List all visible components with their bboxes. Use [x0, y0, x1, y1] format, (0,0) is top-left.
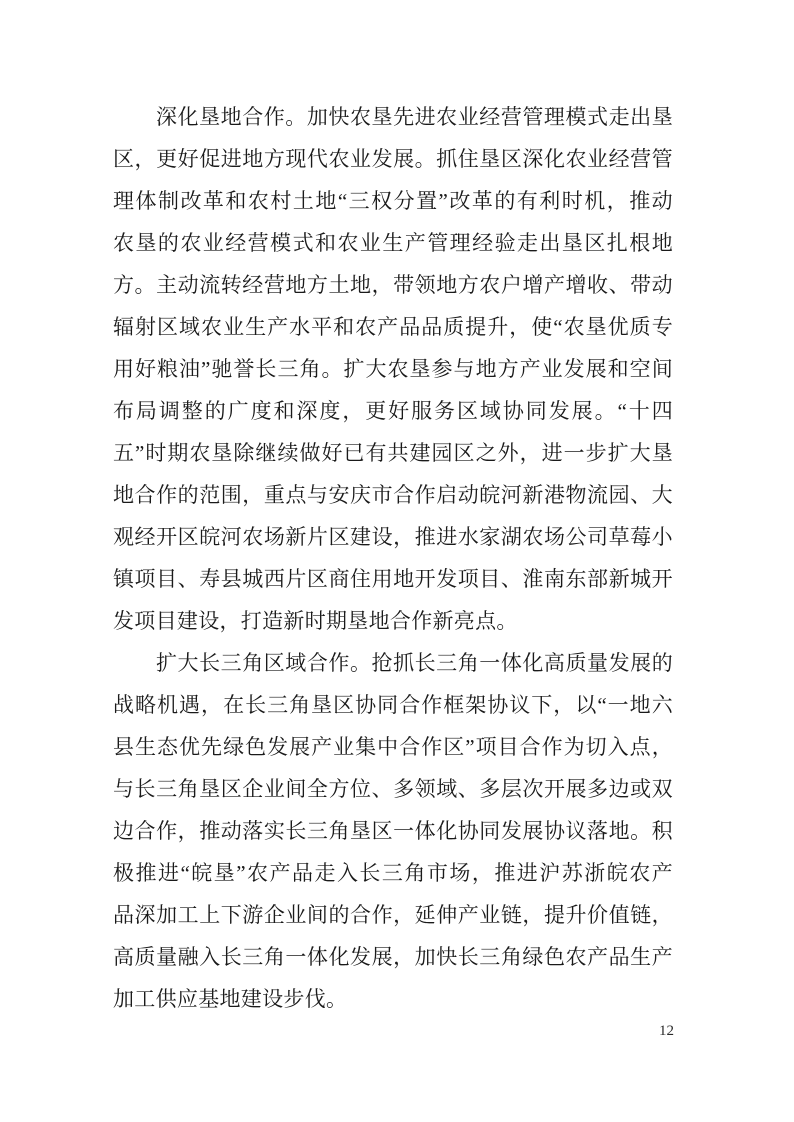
text-line-p1-13: 发项目建设，打造新时期垦地合作新亮点。: [113, 609, 518, 633]
text-line-p1-6: 辐射区域农业生产水平和农产品品质提升，使“农垦优质专: [113, 315, 673, 339]
text-line-p1-9: 五”时期农垦除继续做好已有共建园区之外，进一步扩大垦: [113, 441, 673, 465]
text-line-p2-1: 扩大长三角区域合作。抢抓长三角一体化高质量发展的: [156, 651, 673, 675]
text-line-p2-5: 边合作，推动落实长三角垦区一体化协同发展协议落地。积: [113, 819, 673, 843]
document-body: [113, 96, 673, 1020]
text-line-p1-5: 方。主动流转经营地方土地，带领地方农户增产增收、带动: [113, 273, 673, 297]
text-line-p2-8: 高质量融入长三角一体化发展，加快长三角绿色农产品生产: [113, 945, 673, 969]
text-line-p1-7: 用好粮油”驰誉长三角。扩大农垦参与地方产业发展和空间: [113, 357, 673, 381]
text-line-p1-1: 深化垦地合作。加快农垦先进农业经营管理模式走出垦: [156, 105, 673, 129]
text-line-p2-3: 县生态优先绿色发展产业集中合作区”项目合作为切入点，: [113, 735, 673, 759]
text-line-p1-10: 地合作的范围，重点与安庆市合作启动皖河新港物流园、大: [113, 483, 673, 507]
text-line-p2-6: 极推进“皖垦”农产品走入长三角市场，推进沪苏浙皖农产: [113, 861, 673, 885]
text-line-p2-4: 与长三角垦区企业间全方位、多领域、多层次开展多边或双: [113, 777, 673, 801]
text-line-p1-2: 区，更好促进地方现代农业发展。抓住垦区深化农业经营管: [113, 147, 673, 171]
text-line-p1-12: 镇项目、寿县城西片区商住用地开发项目、淮南东部新城开: [113, 567, 673, 591]
text-line-p1-3: 理体制改革和农村土地“三权分置”改革的有利时机，推动: [113, 189, 673, 213]
text-line-p1-8: 布局调整的广度和深度，更好服务区域协同发展。“十四: [113, 399, 673, 423]
text-line-p2-9: 加工供应基地建设步伐。: [113, 987, 348, 1011]
text-line-p1-4: 农垦的农业经营模式和农业生产管理经验走出垦区扎根地: [113, 231, 673, 255]
text-line-p2-2: 战略机遇，在长三角垦区协同合作框架协议下，以“一地六: [113, 693, 673, 717]
text-line-p1-11: 观经开区皖河农场新片区建设，推进水家湖农场公司草莓小: [113, 525, 673, 549]
text-line-p2-7: 品深加工上下游企业间的合作，延伸产业链，提升价值链，: [113, 903, 673, 927]
page-number: 12: [659, 1023, 674, 1039]
